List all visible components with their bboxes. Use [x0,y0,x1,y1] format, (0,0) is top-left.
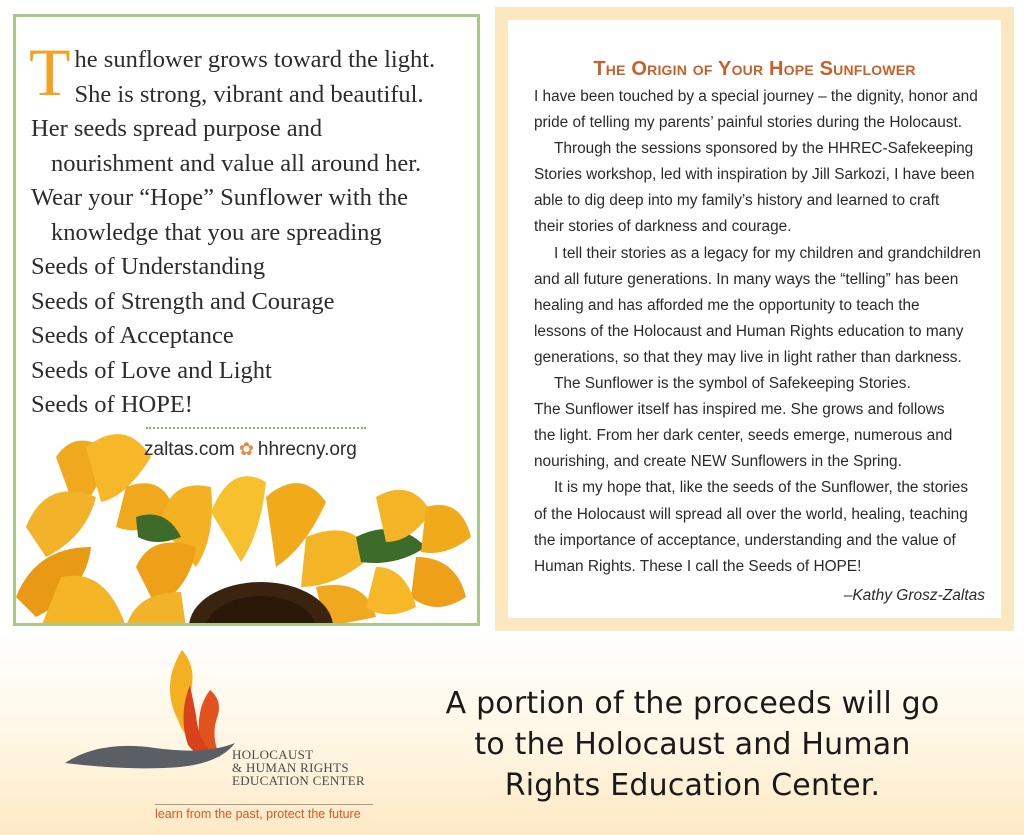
tagline: learn from the past, protect the future [155,807,361,821]
story-line: The Sunflower is the symbol of Safekeeping Stories. [554,375,911,393]
story-line: the light. From her dark center, seeds emerge, numerous and [534,427,953,445]
poem-line: Seeds of HOPE! [31,391,193,418]
story-card [495,7,1014,631]
poem-line: knowledge that you are spreading [51,218,382,246]
proceeds-line: A portion of the proceeds will go [445,686,940,721]
poem-line: Her seeds spread purpose and [31,115,323,142]
poem-line: Wear your “Hope” Sunflower with the [31,184,408,211]
tagline-rule [155,804,373,805]
story-line: Through the sessions sponsored by the HHREC-Safekeeping [554,140,974,158]
dotted-divider [146,427,366,429]
story-line: It is my hope that, like the seeds of the Sunflower, the stories [554,479,969,497]
proceeds-line: to the Holocaust and Human [474,727,911,762]
poem-line: Seeds of Love and Light [31,356,272,384]
story-line: and all future generations. In many ways the “telling” has been [534,270,959,288]
story-line: I have been touched by a special journey – the dignity, honor and [534,88,978,105]
story-line: I tell their stories as a legacy for my children and grandchildren [554,244,981,262]
story-line: their stories of darkness and courage. [534,218,792,236]
story-line: able to dig deep into my family’s history and learned to craft [534,192,940,210]
poem-line: Seeds of Acceptance [31,322,234,349]
poem-card [13,14,480,626]
story-line: The Sunflower itself has inspired me. She grows and follows [534,401,945,419]
poem-line: Seeds of Understanding [31,253,266,280]
logo-line: EDUCATION CENTER [232,773,365,788]
poem-line: She is strong, vibrant and beautiful. [74,80,424,108]
story-line: lessons of the Holocaust and Human Rights education to many [534,322,964,340]
story-line: generations, so that they may live in light rather than darkness. [534,348,962,366]
story-line: pride of telling my parents’ painful stories during the Holocaust. [534,114,963,132]
story-line: healing and has afforded me the opportunity to teach the [534,296,920,314]
story-line: Human Rights. These I call the Seeds of HOPE! [534,557,862,575]
story-line: nourishing, and create NEW Sunflowers in the Spring. [534,453,902,471]
poem-line: Seeds of Strength and Courage [31,287,335,315]
signature: –Kathy Grosz-Zaltas [843,587,985,604]
story-line: the importance of acceptance, understanding and the value of [534,531,956,549]
logo-text [232,748,365,787]
poem [29,34,471,423]
proceeds-message [395,683,990,806]
flower-icon: ✿ [238,439,254,459]
poem-line: The sunflower grows toward the light. [29,34,436,110]
proceeds-line: Rights Education Center. [504,768,881,803]
hhrec-logo [60,645,390,830]
drop-cap: T [29,34,71,110]
story-line: Stories workshop, led with inspiration by Jill Sarkozi, I have been [534,166,975,184]
story-line: of the Holocaust will spread all over the world, healing, teaching [534,505,968,523]
zaltas-link[interactable]: zaltas.com [144,439,235,460]
hhrecny-link[interactable]: hhrecny.org [257,439,357,460]
logo-line: HOLOCAUST [232,747,314,762]
website-links [144,439,357,461]
logo-line: & HUMAN RIGHTS [232,760,349,775]
story-body [534,84,994,580]
story-title: The Origin of Your Hope Sunflower [593,58,916,80]
poem-line: nourishment and value all around her. [51,149,422,177]
